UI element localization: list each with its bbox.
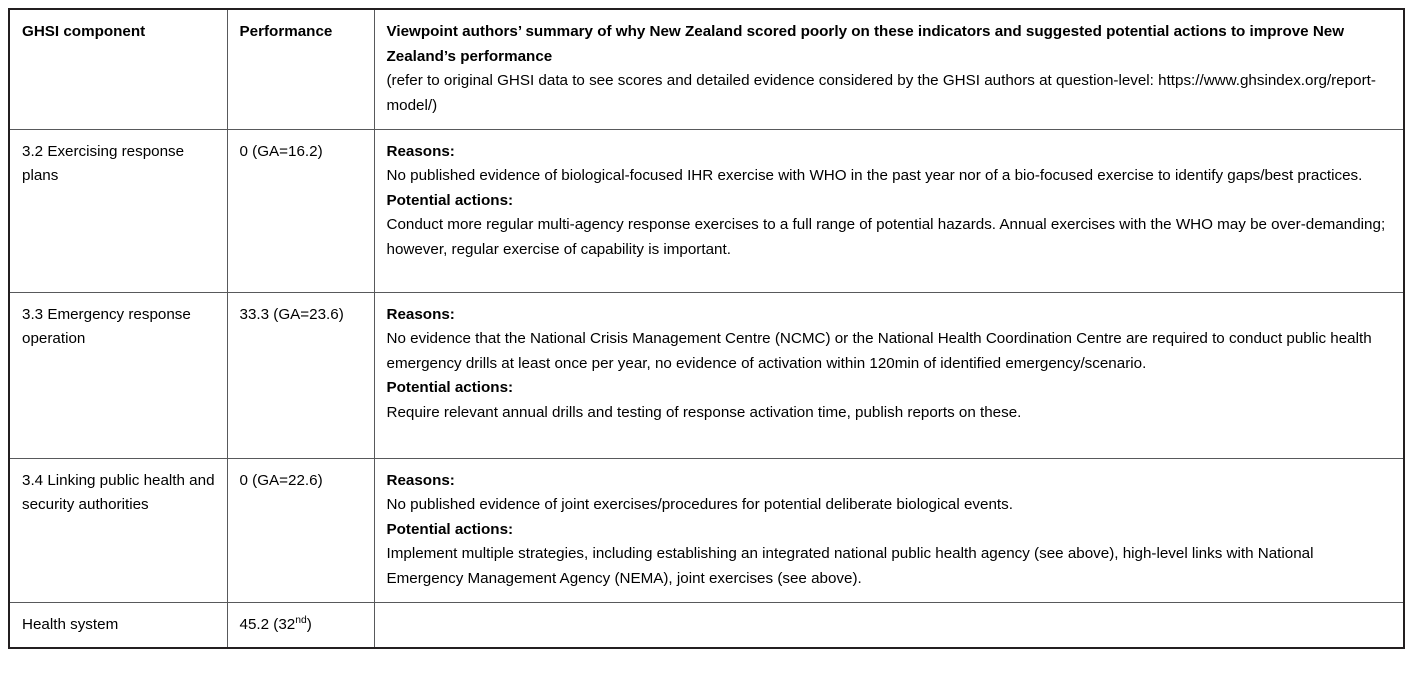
reasons-label: Reasons:	[386, 142, 455, 160]
ghsi-components-table	[8, 8, 1405, 649]
cell-summary-health-system	[374, 602, 1404, 648]
column-header-viewpoint-summary	[374, 9, 1404, 129]
column-header-performance: Performance	[227, 9, 374, 129]
performance-value-ordinal-suffix: nd	[295, 614, 307, 626]
potential-actions-text: Conduct more regular multi-agency response exercises to a full range of potential hazards. Annual exercises with the WHO may be over-demanding; however, regular exercise of capability is important.	[386, 216, 1386, 258]
reasons-label: Reasons:	[386, 305, 455, 323]
potential-actions-label: Potential actions:	[386, 520, 514, 538]
table-row	[9, 292, 1404, 458]
reasons-text: No evidence that the National Crisis Management Centre (NCMC) or the National Health Coordination Centre are required to conduct public health emergency drills at least once per year, no evidence of activation within 120min of identified emergency/scenario.	[386, 330, 1372, 372]
cell-component-health-system: Health system	[9, 602, 227, 648]
cell-component-3-3: 3.3 Emergency response operation	[9, 292, 227, 458]
potential-actions-label: Potential actions:	[386, 191, 514, 209]
reasons-label: Reasons:	[386, 471, 455, 489]
cell-summary-3-2	[374, 129, 1404, 292]
table-row	[9, 458, 1404, 602]
performance-value-suffix: )	[306, 615, 312, 633]
reasons-text: No published evidence of joint exercises/procedures for potential deliberate biological events.	[386, 496, 1013, 514]
table-header-row	[9, 9, 1404, 129]
reasons-text: No published evidence of biological-focused IHR exercise with WHO in the past year nor of a bio-focused exercise to identify gaps/best practices.	[386, 167, 1363, 185]
potential-actions-text: Implement multiple strategies, including establishing an integrated national public health agency (see above), high-level links with National Emergency Management Agency (NEMA), joint exercises (see above).	[386, 545, 1314, 587]
cell-component-3-2: 3.2 Exercising response plans	[9, 129, 227, 292]
cell-component-3-4: 3.4 Linking public health and security authorities	[9, 458, 227, 602]
column-header-ghsi-component: GHSI component	[9, 9, 227, 129]
performance-value-prefix: 45.2 (32	[239, 615, 296, 633]
column-header-viewpoint-summary-note: (refer to original GHSI data to see scores and detailed evidence considered by the GHSI authors at question-level: https://www.ghsindex.org/report-model/)	[386, 72, 1376, 114]
cell-performance-3-3: 33.3 (GA=23.6)	[227, 292, 374, 458]
cell-performance-health-system	[227, 602, 374, 648]
cell-summary-3-4	[374, 458, 1404, 602]
table-row	[9, 129, 1404, 292]
potential-actions-text: Require relevant annual drills and testing of response activation time, publish reports on these.	[386, 404, 1022, 421]
column-header-viewpoint-summary-title: Viewpoint authors’ summary of why New Zealand scored poorly on these indicators and suggested potential actions to improve New Zealand’s performance	[386, 23, 1345, 65]
cell-performance-3-4: 0 (GA=22.6)	[227, 458, 374, 602]
cell-summary-3-3	[374, 292, 1404, 458]
cell-performance-3-2: 0 (GA=16.2)	[227, 129, 374, 292]
table-row	[9, 602, 1404, 648]
potential-actions-label: Potential actions:	[386, 379, 514, 397]
